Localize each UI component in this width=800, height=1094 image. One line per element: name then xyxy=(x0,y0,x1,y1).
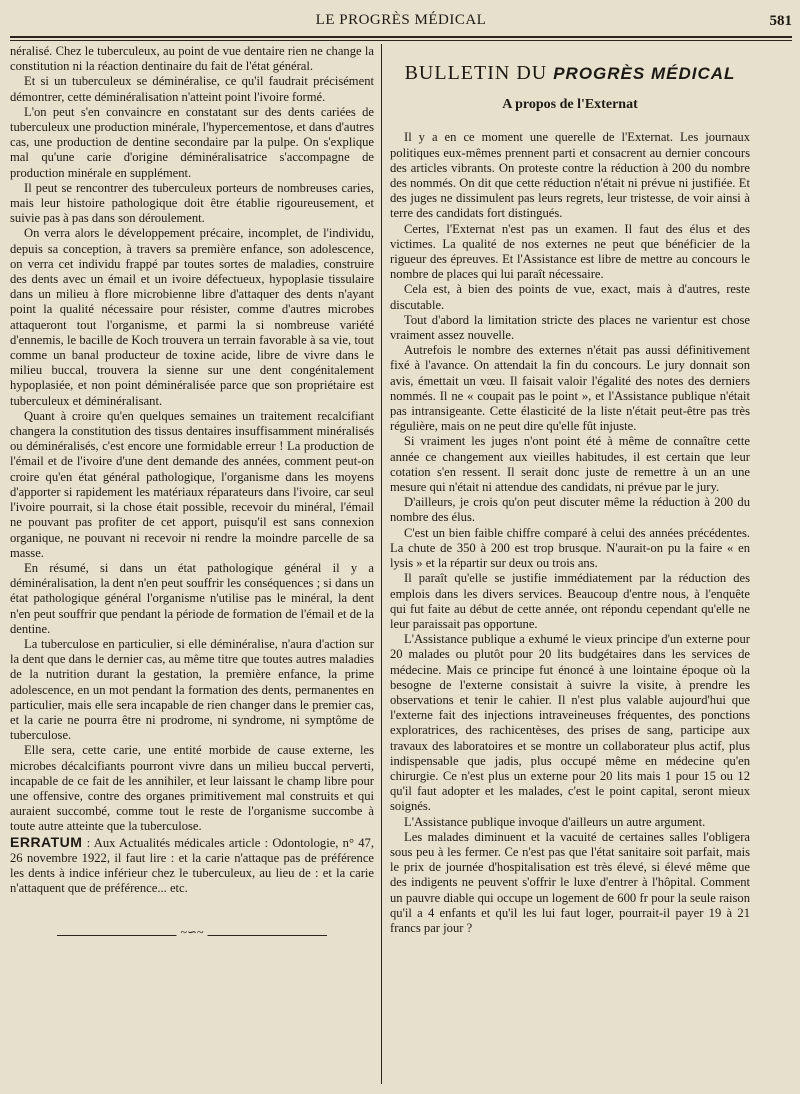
fleuron-icon: ~∽~ xyxy=(176,925,207,940)
paragraph: Autrefois le nombre des externes n'était pas aussi définitivement fixé à l'avance. On attendait la fin du concours. Le jury donnait son avis, émettait un vœu. Il faisait valoir l'égalité des notes des derniers nommés. Il ne « coupait pas le point », et l'Assistance publique n'était pas intransigeante. Cette élasticité de la liste n'était peut-être pas très régulière, mais on ne peut dire qu'elle fût injuste. xyxy=(390,343,750,434)
journal-title: LE PROGRÈS MÉDICAL xyxy=(315,12,487,28)
ornamental-rule xyxy=(57,925,327,940)
bulletin-heading xyxy=(390,62,750,84)
erratum-text: : Aux Actualités médicales article : Odontologie, n° 47, 26 novembre 1922, il faut lire : et la carie n'attaque pas de préférence les dents à indice inférieur chez le tuberculeux, au lieu de : et la carie n'attaquent que de préférence... etc. xyxy=(10,835,374,896)
erratum-label: ERRATUM xyxy=(10,833,83,850)
paragraph: On verra alors le développement précaire, incomplet, de l'individu, depuis sa conception, à travers sa première enfance, son adolescence, on verra cet individu frappé par toutes sortes de maladies, construire des dents avec un émail et un ivoire défectueux, hypoplasie tissulaire dans un milieu à flore microbienne libre d'attaquer des dents n'ayant point la qualité nécessaire pour résister, comme d'autres microbes attaqueront tout l'organisme, et parmi la si nombreuse variété d'ennemis, le bacille de Koch trouvera un terrain favorable à sa vie, tout comme un banal producteur de toxine acide, libre de vivre dans le milieu buccal, trouvera la sienne sur une dent congénitalement hypoplasiée, et non point déminéralisée parce que son propriétaire est tuberculeux et déminéralisant. xyxy=(10,226,374,408)
column-divider xyxy=(381,44,382,1084)
paragraph: Quant à croire qu'en quelques semaines un traitement recalcifiant changera la constitution des tissus dentaires insuffisamment minéralisés ou déminéralisés, c'est encore une formidable erreur ! La production de l'émail et de l'ivoire d'une dent demande des années, comment peut-on croire qu'en état général pathologique, l'organisme dans les moyens d'apporter si rapidement les matériaux réparateurs dans l'ivoire, car seul l'ivoire pourrait, si la chose était possible, recevoir du minéral, l'émail ne pouvant pas profiter de cet apport, puisqu'il est sans connexion organique, ne pouvant ni recevoir ni rendre la moindre parcelle de sa masse. xyxy=(10,408,374,560)
paragraph: Elle sera, cette carie, une entité morbide de cause externe, les microbes décalcifiants pourront vivre dans un milieu buccal perverti, incapable de ce fait de les annihiler, et leur laissant le champ libre pour une offensive, contre des organes primitivement mal construits et qui auraient succombé, comme tout le reste de l'organisme succombe à toute autre atteinte que la tuberculose. xyxy=(10,743,374,834)
paragraph: L'on peut s'en convaincre en constatant sur des dents cariées de tuberculeux une production minérale, l'hypercementose, et dans d'autres cas, une production de dentine secondaire par la pulpe. On s'explique mal qu'une carie d'origine déminéralisatrice s'accompagne de production minérale en supplément. xyxy=(10,104,374,180)
paragraph: néralisé. Chez le tuberculeux, au point de vue dentaire rien ne change la constitution ni la réaction dentinaire du fait de l'état général. xyxy=(10,44,374,74)
running-header xyxy=(10,10,792,38)
bulletin-suffix: PROGRÈS MÉDICAL xyxy=(553,64,736,83)
paragraph: C'est un bien faible chiffre comparé à celui des années précédentes. La chute de 350 à 200 est trop brusque. N'aurait-on pu la faire « en lysis » et la répartir sur deux ou trois ans. xyxy=(390,525,750,571)
paragraph: D'ailleurs, je crois qu'on peut discuter même la réduction à 200 du nombre des élus. xyxy=(390,495,750,525)
section-title: A propos de l'Externat xyxy=(502,97,638,113)
paragraph: Il paraît qu'elle se justifie immédiatement par la réduction des emplois dans les divers services. Beaucoup d'entre nous, à l'enquête qui fut faite au début de cette année, ont répondu cependant qu'elle ne leur paraissait pas opportune. xyxy=(390,571,750,631)
right-column xyxy=(390,44,750,936)
bulletin-prefix: BULLETIN DU xyxy=(404,62,548,84)
paragraph: Il peut se rencontrer des tuberculeux porteurs de nombreuses caries, mais leur histoire pathologique doit être établie rigoureusement, et suivie pas à pas dans son déroulement. xyxy=(10,180,374,226)
header-rule xyxy=(10,40,792,41)
paragraph: Si vraiment les juges n'ont point été à même de connaître cette année ce changement aux vieilles habitudes, il est certain que leur cotation s'en ressent. Il serait donc juste de remettre à un an une mesure qui n'était ni attendue des candidats, ni prévue par le jury. xyxy=(390,434,750,495)
left-column xyxy=(10,44,374,940)
paragraph: Et si un tuberculeux se déminéralise, ce qu'il faudrait précisément démontrer, cette déminéralisation n'atteint point l'ivoire formé. xyxy=(10,74,374,104)
paragraph: Les malades diminuent et la vacuité de certaines salles l'obligera sous peu à les fermer. Ce n'est pas que l'état sanitaire soit parfait, mais le prix de journée d'hospitalisation est très élevé, si élevé même que des indigents ne peuvent s'offrir le luxe d'entrer à l'hôpital. Comment un pauvre diable qui occupe un logement de 600 fr pour la seule raison qu'il a 4 enfants et qu'il les lui faut loger, pourrait-il payer 19 à 21 francs par jour ? xyxy=(390,829,750,935)
page-number: 581 xyxy=(769,13,792,29)
paragraph: Il y a en ce moment une querelle de l'Externat. Les journaux politiques eux-mêmes prennent parti et consacrent au dernier concours des articles vibrants. On proteste contre la réduction à 200 du nombre des nommés. On dit que cette réduction n'était ni prévue ni justifiée. Et des juges ne dissimulent pas leurs regrets, leur tristesse, de voir ainsi à terre des candidats fort distingués. xyxy=(390,130,750,221)
paragraph: Cela est, à bien des points de vue, exact, mais à d'autres, reste discutable. xyxy=(390,282,750,312)
paragraph: En résumé, si dans un état pathologique général il y a déminéralisation, la dent n'en peut souffrir les conséquences ; si dans un état pathologique général l'organisme n'utilise pas le minéral, la dent n'en peut souffrir que pendant la période de formation de l'émail et de la dentine. xyxy=(10,560,374,636)
paragraph: Tout d'abord la limitation stricte des places ne varientur est chose vraiment assez nouvelle. xyxy=(390,312,750,343)
paragraph: L'Assistance publique a exhumé le vieux principe d'un externe pour 20 malades ou plutôt pour 20 lits budgétaires dans les services de médecine. Mais ce principe fut énoncé à une lointaine époque où la besogne de l'externe consistait à suivre la visite, à prendre les observations et tenir le cahier. Il n'est plus valable aujourd'hui que l'externe fait des injections intraveineuses fréquentes, des ponctions exploratrices, des rachicentèses, des prises de sang, participe aux travaux des laboratoires et se montre un collaborateur plus actif, plus indispensable que jadis, plus occupé même en médecine qu'en chirurgie. Ce n'est plus un externe pour 20 lits mais 1 pour 15 ou 12 qu'il faut adopter et les malades, c'est le point capital, seront mieux soignés. xyxy=(390,632,750,814)
erratum-note xyxy=(10,835,374,897)
paragraph: La tuberculose en particulier, si elle déminéralise, n'aura d'action sur la dent que dans le dernier cas, au même titre que toutes autres maladies de la nutrition durant la gestation, la première enfance, la prime adolescence, en un mot pendant la formation des dents, permanentes en particulier, mais elle sera incapable de rien changer dans le premier cas, et la carie ne pourra être ni prodrome, ni syndrome, ni symptôme de tuberculose. xyxy=(10,636,374,743)
paragraph: Certes, l'Externat n'est pas un examen. Il faut des élus et des victimes. La qualité de nos externes ne peut que bénéficier de la rigueur des épreuves. Et l'Assistance est libre de mettre au concours le nombre de places qui lui paraît nécessaire. xyxy=(390,221,750,282)
paragraph: L'Assistance publique invoque d'ailleurs un autre argument. xyxy=(404,814,706,829)
